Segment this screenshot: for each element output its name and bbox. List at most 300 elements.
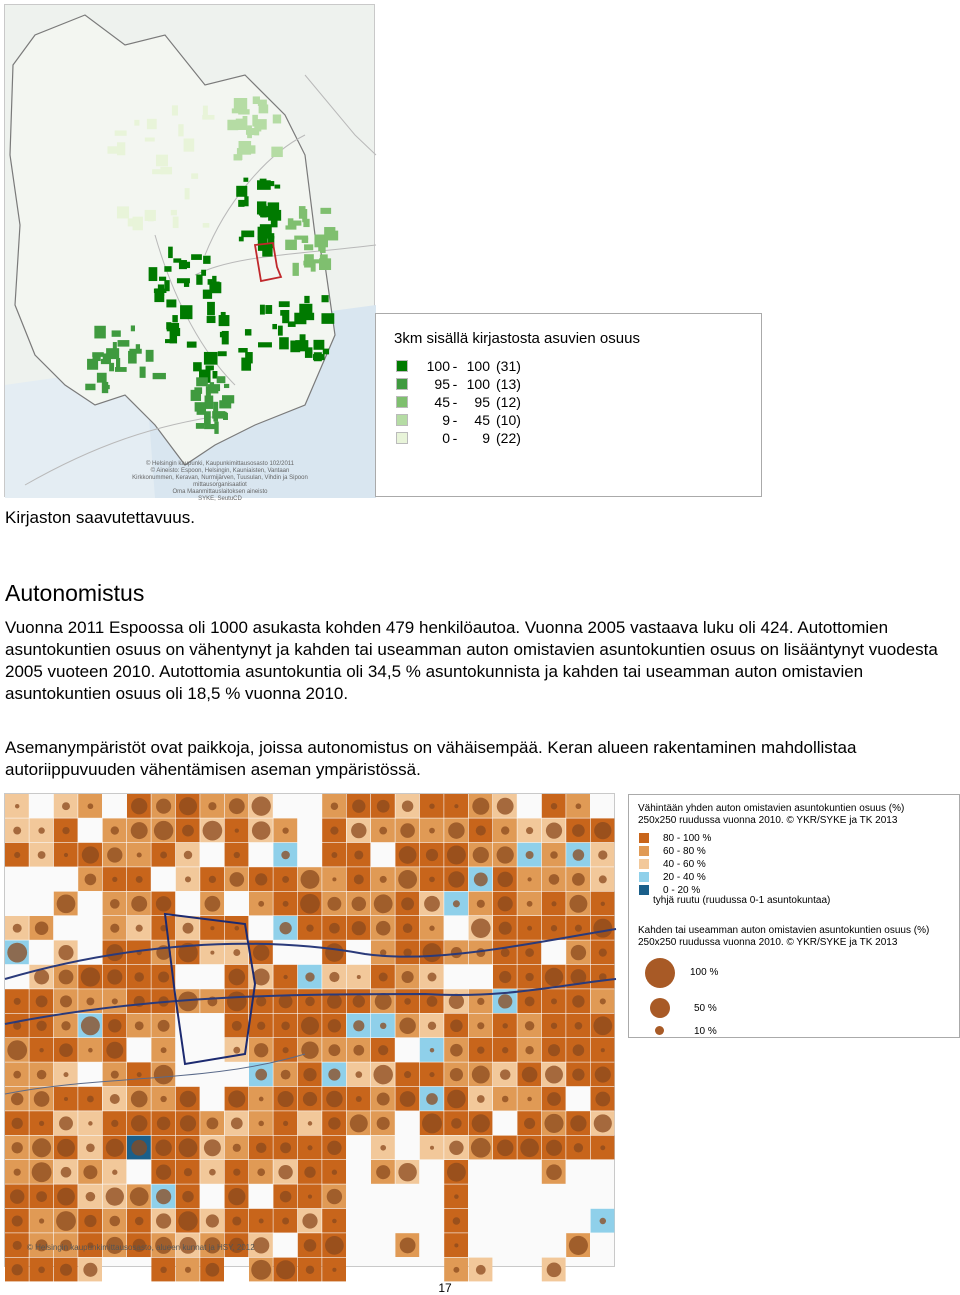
share-circle <box>569 895 587 913</box>
coverage-patch <box>222 395 234 403</box>
share-circle <box>498 896 513 911</box>
share-circle <box>58 945 73 960</box>
coverage-patch <box>260 224 272 237</box>
coverage-patch <box>288 321 296 326</box>
share-circle <box>450 1020 462 1032</box>
share-circle <box>136 876 143 883</box>
share-circle <box>231 1118 243 1130</box>
share-circle <box>429 926 434 931</box>
coverage-patch <box>203 256 210 264</box>
share-circle <box>497 1140 514 1157</box>
legend-title: Kahden tai useamman auton omistavien asuntokuntien osuus (%) <box>638 925 930 936</box>
coverage-patch <box>243 178 248 182</box>
share-circle <box>136 925 143 932</box>
share-circle <box>131 1115 147 1131</box>
coverage-patch <box>299 304 312 313</box>
share-circle <box>258 1121 264 1127</box>
legend-circle-medium <box>650 998 670 1018</box>
share-circle <box>57 1139 75 1157</box>
share-circle <box>210 951 214 955</box>
share-circle <box>549 874 560 885</box>
coverage-patch <box>306 256 313 266</box>
share-circle <box>351 823 366 838</box>
share-circle <box>376 1165 390 1179</box>
coverage-patch <box>149 267 158 281</box>
share-circle <box>39 1218 44 1223</box>
share-circle <box>576 803 582 809</box>
coverage-patch <box>204 352 218 365</box>
share-circle <box>546 1140 562 1156</box>
share-circle <box>256 1143 266 1153</box>
share-circle <box>86 997 94 1005</box>
coverage-patch <box>148 215 154 221</box>
share-circle <box>547 1262 562 1277</box>
share-circle <box>447 1090 466 1109</box>
coverage-patch <box>131 325 135 331</box>
share-circle <box>448 822 464 838</box>
share-circle <box>327 994 342 1009</box>
share-circle <box>502 1047 508 1053</box>
share-circle <box>305 972 314 981</box>
share-circle <box>328 1117 340 1129</box>
coverage-patch <box>273 114 281 123</box>
share-circle <box>477 1047 484 1054</box>
share-circle <box>106 1042 123 1059</box>
share-circle <box>426 849 438 861</box>
share-circle <box>10 1189 24 1203</box>
share-circle <box>111 1120 118 1127</box>
coverage-patch <box>115 367 127 372</box>
share-circle <box>350 1114 368 1132</box>
coverage-patch <box>245 352 253 363</box>
share-circle <box>156 1165 171 1180</box>
figure-caption: Kirjaston saavutettavuus. <box>5 508 195 527</box>
share-circle <box>572 873 585 886</box>
coverage-patch <box>160 167 172 175</box>
coverage-patch <box>238 152 242 160</box>
share-circle <box>570 1115 586 1131</box>
share-circle <box>38 851 46 859</box>
coverage-patch <box>212 411 225 418</box>
share-circle <box>332 877 336 881</box>
share-circle <box>12 1118 23 1129</box>
share-circle <box>108 1019 121 1032</box>
share-circle <box>332 1219 337 1224</box>
share-circle <box>477 900 485 908</box>
coverage-patch <box>146 350 154 362</box>
share-circle <box>82 846 99 863</box>
share-circle <box>259 1219 264 1224</box>
share-circle <box>600 1218 606 1224</box>
share-circle <box>598 850 607 859</box>
share-circle <box>131 1091 148 1108</box>
coverage-patch <box>245 329 251 335</box>
share-circle <box>447 846 466 865</box>
share-circle <box>472 798 489 815</box>
share-circle <box>179 1138 198 1157</box>
share-circle <box>137 1072 142 1077</box>
legend-class: 20 - 40 % <box>639 871 706 883</box>
share-circle <box>404 1071 411 1078</box>
share-circle <box>326 1091 343 1108</box>
legend-swatch <box>639 846 649 856</box>
coverage-patch <box>184 138 195 151</box>
share-circle <box>329 923 340 934</box>
coverage-patch <box>168 247 173 258</box>
coverage-patch <box>153 373 166 379</box>
share-circle <box>281 851 290 860</box>
coverage-patch <box>196 377 208 386</box>
share-circle <box>15 804 19 808</box>
share-circle <box>423 943 442 962</box>
share-circle <box>525 1046 533 1054</box>
share-circle <box>85 874 97 886</box>
coverage-patch <box>219 315 230 326</box>
share-circle <box>228 1090 245 1107</box>
share-circle <box>429 877 435 883</box>
share-circle <box>308 1121 312 1125</box>
coverage-patch <box>112 330 121 336</box>
share-circle <box>182 825 194 837</box>
share-circle <box>353 1045 364 1056</box>
share-circle <box>228 969 245 986</box>
coverage-patch <box>133 217 143 231</box>
coverage-patch <box>257 180 271 190</box>
map1-legend-row: 9 - 45 (10) <box>396 412 521 428</box>
coverage-patch <box>203 223 210 228</box>
share-circle <box>373 1065 393 1085</box>
legend-circle-large <box>645 958 675 988</box>
share-circle <box>88 1048 93 1053</box>
share-circle <box>185 1267 191 1273</box>
share-circle <box>107 847 122 862</box>
share-circle <box>525 996 535 1006</box>
share-circle <box>428 1022 436 1030</box>
share-circle <box>137 852 142 857</box>
share-circle <box>374 894 393 913</box>
share-circle <box>57 894 76 913</box>
map2-credit: © Helsingin kaupunkimittausosasto, alueen kunnat ja HSY, 2012 <box>27 1243 255 1252</box>
share-circle <box>185 876 191 882</box>
share-circle <box>377 1117 390 1130</box>
coverage-patch <box>180 305 192 319</box>
coverage-patch <box>293 263 299 276</box>
share-circle <box>229 872 244 887</box>
share-circle <box>352 800 365 813</box>
share-circle <box>7 943 27 963</box>
share-circle <box>472 1114 490 1132</box>
share-circle <box>81 1016 100 1035</box>
coverage-patch <box>279 337 289 349</box>
share-circle <box>302 1213 317 1228</box>
share-circle <box>32 1162 52 1182</box>
share-circle <box>111 1071 119 1079</box>
share-circle <box>81 967 100 986</box>
share-circle <box>57 1188 75 1206</box>
share-circle <box>574 1143 583 1152</box>
share-circle <box>427 996 438 1007</box>
share-circle <box>306 1266 314 1274</box>
coverage-patch <box>303 219 309 227</box>
share-circle <box>600 1145 605 1150</box>
share-circle <box>398 870 417 889</box>
share-circle <box>548 1044 560 1056</box>
share-circle <box>280 1142 291 1153</box>
share-circle <box>551 925 557 931</box>
share-circle <box>595 1092 610 1107</box>
share-circle <box>398 1163 416 1181</box>
share-circle <box>83 1263 97 1277</box>
coverage-patch <box>94 326 105 339</box>
page-number: 17 <box>438 1281 452 1295</box>
share-circle <box>426 1093 438 1105</box>
share-circle <box>156 1213 171 1228</box>
share-circle <box>36 995 48 1007</box>
share-circle <box>593 919 612 938</box>
share-circle <box>525 973 533 981</box>
map1-legend-row: 0 - 9 (22) <box>396 430 521 446</box>
map1-legend-row: 95 - 100 (13) <box>396 376 521 392</box>
share-circle <box>279 922 291 934</box>
share-circle <box>228 1188 245 1205</box>
share-circle <box>135 1021 144 1030</box>
share-circle <box>307 1145 312 1150</box>
share-circle <box>155 1140 171 1156</box>
coverage-patch <box>236 186 247 197</box>
share-circle <box>282 827 288 833</box>
coverage-patch <box>285 240 297 250</box>
share-circle <box>430 1048 434 1052</box>
share-circle <box>34 1091 50 1107</box>
coverage-patch <box>204 411 211 425</box>
coverage-patch <box>260 305 265 315</box>
coverage-patch <box>87 359 98 370</box>
share-circle <box>184 851 192 859</box>
share-circle <box>551 803 557 809</box>
share-circle <box>595 1067 611 1083</box>
coverage-patch <box>204 424 217 429</box>
share-circle <box>64 1097 68 1101</box>
share-circle <box>331 852 337 858</box>
share-circle <box>544 1114 563 1133</box>
share-circle <box>204 1139 221 1156</box>
share-circle <box>449 1141 463 1155</box>
share-circle <box>331 802 338 809</box>
share-circle <box>83 1165 97 1179</box>
share-circle <box>378 1045 388 1055</box>
legend-circle-label: 10 % <box>694 1026 717 1037</box>
map2-grid <box>5 794 616 1268</box>
share-circle <box>327 1141 341 1155</box>
share-circle <box>473 847 489 863</box>
share-circle <box>180 1091 197 1108</box>
share-circle <box>34 970 49 985</box>
share-circle <box>527 926 532 931</box>
coverage-patch <box>196 423 204 429</box>
share-circle <box>251 1260 271 1280</box>
legend-title: Vähintään yhden auton omistavien asuntokuntien osuus (%) <box>638 803 905 814</box>
coverage-patch <box>191 254 202 260</box>
share-circle <box>573 849 584 860</box>
coverage-patch <box>201 270 206 276</box>
map1-legend-row: 100 - 100 (31) <box>396 358 521 374</box>
share-circle <box>36 1021 46 1031</box>
car-ownership-map <box>4 793 615 1267</box>
share-circle <box>255 873 267 885</box>
coverage-patch <box>178 124 183 136</box>
coverage-patch <box>260 206 273 217</box>
share-circle <box>454 1194 459 1199</box>
legend-subtitle: 250x250 ruudussa vuonna 2010. © YKR/SYKE ja TK 2013 <box>638 815 898 826</box>
share-circle <box>424 896 440 912</box>
coverage-patch <box>325 231 339 241</box>
share-circle <box>547 1092 561 1106</box>
share-circle <box>449 994 464 1009</box>
legend-class: 0 - 20 % <box>639 884 700 896</box>
coverage-patch <box>244 196 248 206</box>
share-circle <box>499 922 512 935</box>
share-circle <box>156 896 171 911</box>
share-circle <box>227 991 247 1011</box>
coverage-patch <box>320 208 331 214</box>
coverage-patch <box>166 299 176 307</box>
share-circle <box>253 944 269 960</box>
share-circle <box>356 1096 362 1102</box>
share-circle <box>278 1165 292 1179</box>
share-circle <box>112 998 118 1004</box>
coverage-patch <box>191 173 198 179</box>
share-circle <box>280 1191 292 1203</box>
share-circle <box>130 1187 149 1206</box>
share-circle <box>353 1020 364 1031</box>
coverage-patch <box>258 342 272 347</box>
coverage-patch <box>171 210 177 215</box>
share-circle <box>38 827 44 833</box>
share-circle <box>476 1265 486 1275</box>
share-circle <box>601 902 605 906</box>
share-circle <box>112 877 117 882</box>
share-circle <box>158 1020 170 1032</box>
share-circle <box>454 1243 458 1247</box>
coverage-patch <box>207 316 216 323</box>
share-circle <box>403 948 411 956</box>
coverage-patch <box>294 313 306 325</box>
coverage-patch <box>320 241 325 253</box>
legend-empty-note: tyhjä ruutu (ruudussa 0-1 asuntokuntaa) <box>653 895 831 906</box>
share-circle <box>13 827 21 835</box>
share-circle <box>525 1021 534 1030</box>
share-circle <box>64 853 68 857</box>
share-circle <box>520 1138 539 1157</box>
share-circle <box>179 797 197 815</box>
coverage-patch <box>147 119 157 129</box>
share-circle <box>477 998 484 1005</box>
share-circle <box>134 972 144 982</box>
coverage-patch <box>117 142 125 155</box>
share-circle <box>12 1264 23 1275</box>
coverage-patch <box>279 301 290 307</box>
share-circle <box>232 1021 242 1031</box>
share-circle <box>501 948 510 957</box>
share-circle <box>451 1118 462 1129</box>
share-circle <box>357 975 361 979</box>
legend-class: 60 - 80 % <box>639 845 706 857</box>
share-circle <box>304 1239 317 1252</box>
share-circle <box>401 897 414 910</box>
share-circle <box>12 1142 23 1153</box>
coverage-patch <box>253 96 260 104</box>
share-circle <box>84 1215 96 1227</box>
share-circle <box>178 1211 197 1230</box>
coverage-patch <box>172 105 178 115</box>
coverage-patch <box>217 376 226 383</box>
share-circle <box>522 1067 538 1083</box>
map1-canvas <box>5 5 376 498</box>
legend-swatch <box>396 414 408 426</box>
share-circle <box>62 827 69 834</box>
share-circle <box>206 1263 220 1277</box>
coverage-patch <box>205 365 213 370</box>
share-circle <box>209 876 216 883</box>
map2-legend <box>628 794 960 1038</box>
share-circle <box>429 804 434 809</box>
share-circle <box>500 1069 511 1080</box>
share-circle <box>110 1094 120 1104</box>
share-circle <box>183 923 194 934</box>
share-circle <box>551 1023 557 1029</box>
share-circle <box>546 822 562 838</box>
share-circle <box>325 943 344 962</box>
share-circle <box>399 846 417 864</box>
share-circle <box>59 970 74 985</box>
share-circle <box>601 1048 605 1052</box>
share-circle <box>11 1093 23 1105</box>
share-circle <box>454 804 458 808</box>
share-circle <box>545 1066 563 1084</box>
coverage-patch <box>134 120 139 126</box>
share-circle <box>527 901 533 907</box>
coverage-patch <box>259 104 269 113</box>
coverage-patch <box>278 326 283 336</box>
coverage-patch <box>271 220 278 228</box>
share-circle <box>283 1121 288 1126</box>
share-circle <box>233 949 240 956</box>
legend-swatch <box>396 432 408 444</box>
legend-circle-small <box>655 1026 664 1035</box>
coverage-patch <box>206 386 211 399</box>
coverage-patch <box>172 315 177 322</box>
coverage-patch <box>304 244 313 250</box>
share-circle <box>111 826 119 834</box>
share-circle <box>525 948 534 957</box>
share-circle <box>233 1047 240 1054</box>
share-circle <box>88 803 94 809</box>
coverage-patch <box>299 206 306 219</box>
share-circle <box>328 1044 340 1056</box>
coverage-patch <box>218 351 227 356</box>
coverage-patch <box>140 367 146 378</box>
share-circle <box>252 797 271 816</box>
share-circle <box>575 925 582 932</box>
coverage-patch <box>294 236 308 240</box>
coverage-patch <box>195 402 206 411</box>
coverage-patch <box>106 385 110 389</box>
share-circle <box>255 1069 267 1081</box>
share-circle <box>35 921 48 934</box>
share-circle <box>36 1191 47 1202</box>
coverage-patch <box>145 138 155 142</box>
share-circle <box>453 1217 461 1225</box>
